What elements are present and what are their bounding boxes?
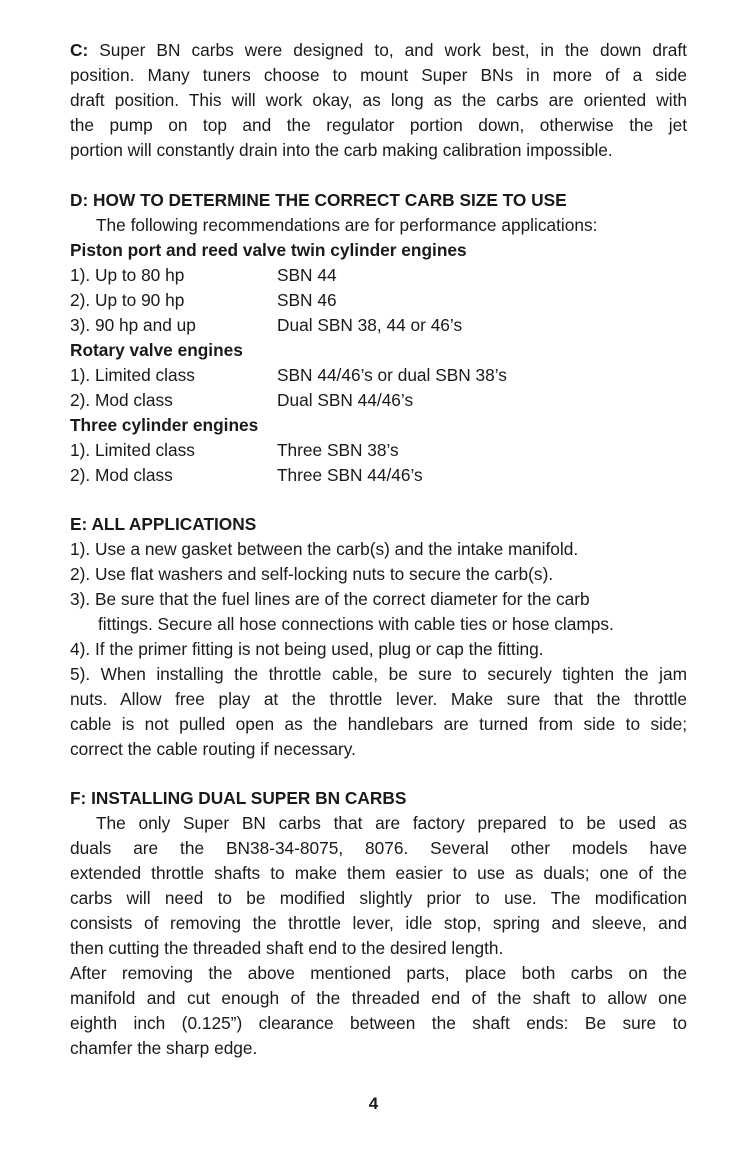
paragraph-line: eighth inch (0.125”) clearance between the shaft ends: Be sure to [70, 1013, 687, 1033]
section-e [70, 512, 687, 762]
row-value: Dual SBN 38, 44 or 46’s [277, 315, 463, 335]
page-number: 4 [368, 1094, 379, 1113]
paragraph-line: After removing the above mentioned parts, place both carbs on the [70, 963, 687, 983]
paragraph-line: carbs will need to be modified slightly prior to use. The modification [70, 888, 687, 908]
section-f-heading: F: INSTALLING DUAL SUPER BN CARBS [70, 788, 407, 808]
row-item: 2). Up to 90 hp [70, 290, 185, 310]
row-item: 3). 90 hp and up [70, 315, 196, 335]
section-c-line: position. Many tuners choose to mount Super BNs in more of a side [70, 65, 687, 85]
section-c-line: the pump on top and the regulator portion down, otherwise the jet [70, 115, 687, 135]
group-title: Piston port and reed valve twin cylinder engines [70, 240, 467, 260]
group-title: Three cylinder engines [70, 415, 259, 435]
recommendation-row [70, 438, 687, 463]
recommendation-row [70, 263, 687, 288]
row-value: SBN 44/46’s or dual SBN 38’s [277, 365, 507, 385]
row-item: 2). Mod class [70, 465, 173, 485]
recommendation-row [70, 363, 687, 388]
section-d-heading: D: HOW TO DETERMINE THE CORRECT CARB SIZE TO USE [70, 190, 567, 210]
row-value: SBN 46 [277, 290, 337, 310]
recommendation-row [70, 388, 687, 413]
recommendation-row [70, 313, 687, 338]
row-value: Three SBN 38’s [277, 440, 399, 460]
list-item: 4). If the primer fitting is not being used, plug or cap the fitting. [70, 639, 544, 659]
row-item: 1). Limited class [70, 365, 195, 385]
list-item-continuation: correct the cable routing if necessary. [70, 739, 356, 759]
paragraph-line: extended throttle shafts to make them easier to use as duals; one of the [70, 863, 687, 883]
list-item: 5). When installing the throttle cable, be sure to securely tighten the jam [70, 664, 687, 684]
paragraph-line: The only Super BN carbs that are factory prepared to be used as [96, 813, 687, 833]
section-f [70, 786, 687, 1061]
section-d [70, 188, 687, 488]
list-item-continuation: fittings. Secure all hose connections with cable ties or hose clamps. [98, 614, 614, 634]
paragraph-line: manifold and cut enough of the threaded end of the shaft to allow one [70, 988, 687, 1008]
row-value: SBN 44 [277, 265, 337, 285]
list-item-continuation: cable is not pulled open as the handlebars are turned from side to side; [70, 714, 687, 734]
recommendation-row [70, 463, 687, 488]
paragraph-line: duals are the BN38-34-8075, 8076. Several other models have [70, 838, 687, 858]
section-c-line: portion will constantly drain into the carb making calibration impossible. [70, 140, 613, 160]
paragraph-line: consists of removing the throttle lever, idle stop, spring and sleeve, and [70, 913, 687, 933]
group-title: Rotary valve engines [70, 340, 243, 360]
recommendation-row [70, 288, 687, 313]
section-e-heading: E: ALL APPLICATIONS [70, 514, 257, 534]
row-item: 1). Limited class [70, 440, 195, 460]
paragraph-line: chamfer the sharp edge. [70, 1038, 258, 1058]
section-c-line: C: Super BN carbs were designed to, and work best, in the down draft [70, 40, 687, 60]
list-item: 3). Be sure that the fuel lines are of the correct diameter for the carb [70, 589, 590, 609]
row-item: 1). Up to 80 hp [70, 265, 185, 285]
list-item-continuation: nuts. Allow free play at the throttle lever. Make sure that the throttle [70, 689, 687, 709]
list-item: 2). Use flat washers and self-locking nuts to secure the carb(s). [70, 564, 554, 584]
section-c-label: C: [70, 40, 89, 60]
section-c-line: draft position. This will work okay, as long as the carbs are oriented with [70, 90, 687, 110]
paragraph-line: then cutting the threaded shaft end to the desired length. [70, 938, 504, 958]
section-d-intro: The following recommendations are for performance applications: [96, 215, 598, 235]
row-value: Three SBN 44/46’s [277, 465, 423, 485]
row-item: 2). Mod class [70, 390, 173, 410]
list-item: 1). Use a new gasket between the carb(s) and the intake manifold. [70, 539, 579, 559]
row-value: Dual SBN 44/46’s [277, 390, 414, 410]
section-c [70, 38, 687, 163]
